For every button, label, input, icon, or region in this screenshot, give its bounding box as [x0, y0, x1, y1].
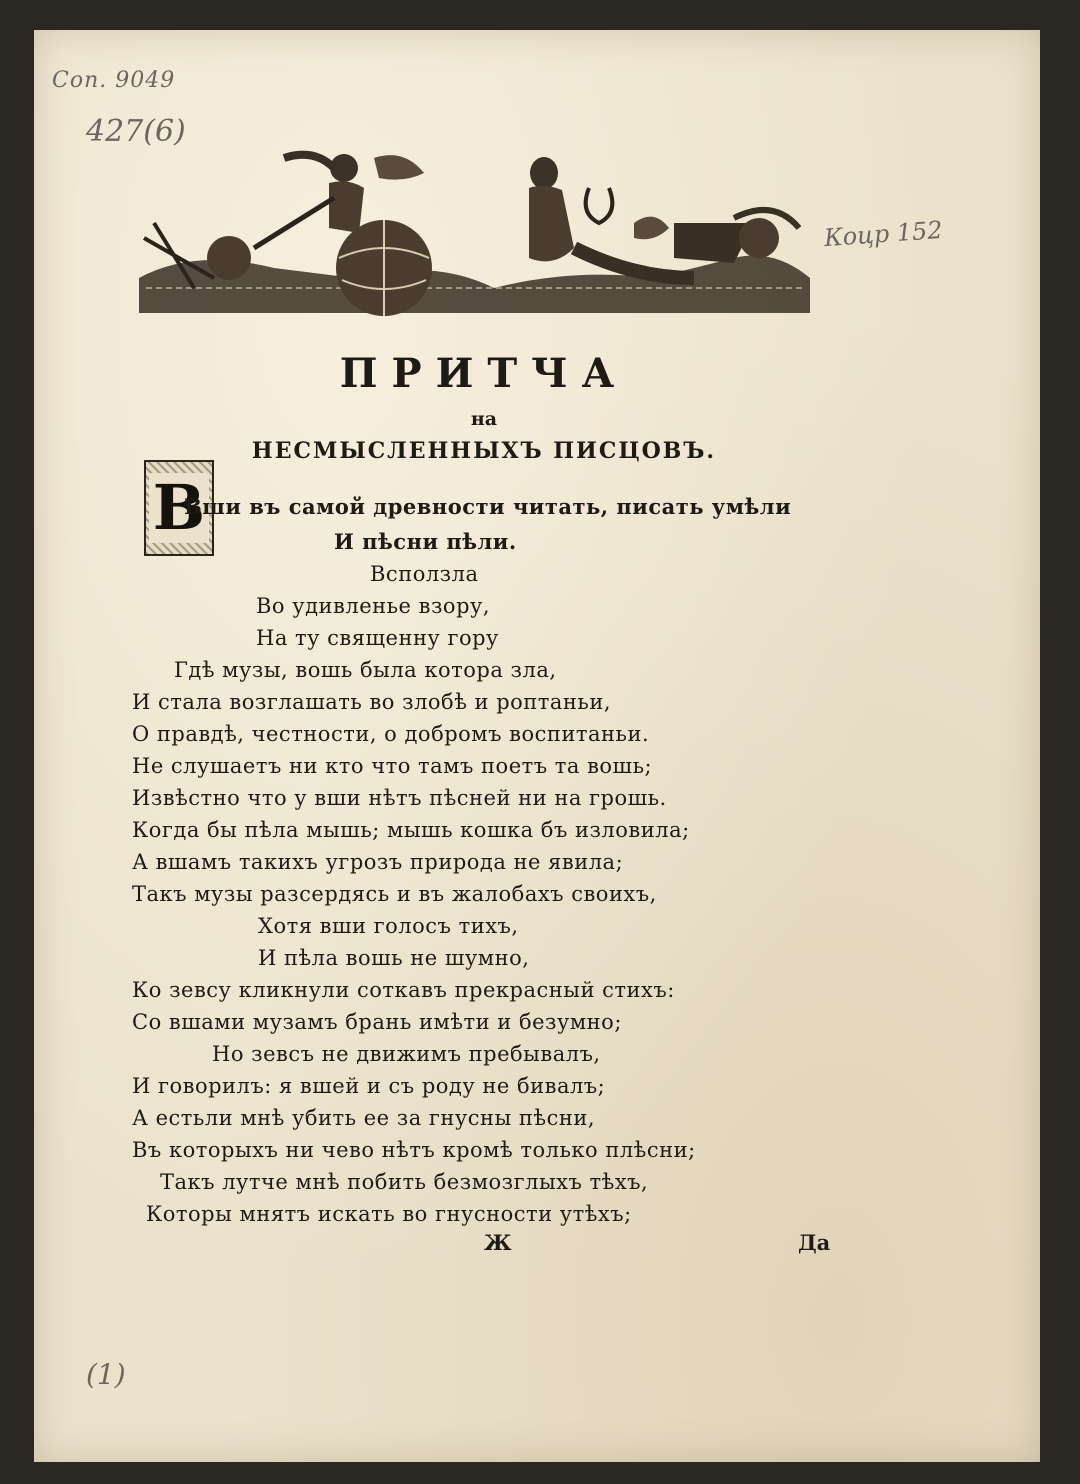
- page-title: ПРИТЧА: [339, 350, 629, 397]
- verse-line-7: И стала возглашать во злобѣ и роптаньи,: [132, 690, 612, 714]
- handwritten-catalog-note: Соп. 9049: [52, 68, 176, 93]
- handwritten-margin-note: Коцр 152: [823, 215, 944, 253]
- verse-line-23: Которы мнятъ искать во гнусности утѣхъ;: [146, 1202, 632, 1226]
- verse-line-17: Со вшами музамъ брань имѣти и безумно;: [132, 1010, 622, 1034]
- verse-line-11: Когда бы пѣла мышь; мышь кошка бъ изловила;: [132, 818, 690, 842]
- initial-letter: В: [149, 473, 209, 543]
- catchword: Да: [798, 1230, 831, 1255]
- signature-mark: Ж: [484, 1230, 512, 1255]
- verse-line-4: Во удивленье взору,: [256, 594, 491, 618]
- verse-line-16: Ко зевсу кликнули соткавъ прекрасный стихъ:: [132, 978, 675, 1002]
- verse-line-1: Вши въ самой древности читать, писать умѣли: [184, 494, 792, 519]
- verse-line-22: Такъ лутче мнѣ побить безмозглыхъ тѣхъ,: [160, 1170, 649, 1194]
- verse-line-20: А естьли мнѣ убить ее за гнусны пѣсни,: [132, 1106, 595, 1130]
- engraved-vignette: [134, 128, 814, 328]
- verse-line-13: Такъ музы разсердясь и въ жалобахъ своихъ,: [132, 882, 657, 906]
- verse-line-10: Извѣстно что у вши нѣтъ пѣсней ни на грошь.: [132, 786, 667, 810]
- verse-line-9: Не слушаетъ ни кто что тамъ поетъ та вошь;: [132, 754, 653, 778]
- handwritten-shelf-mark: 427(6): [86, 114, 186, 149]
- verse-line-14: Хотя вши голосъ тихъ,: [258, 914, 519, 938]
- verse-line-8: О правдѣ, честности, о добромъ воспитаньи.: [132, 722, 650, 746]
- subtitle: НЕСМЫСЛЕННЫХЪ ПИСЦОВЪ.: [251, 438, 717, 464]
- document-page: [34, 30, 1040, 1462]
- subtitle-preposition: на: [470, 408, 498, 430]
- handwritten-page-number: (1): [86, 1358, 126, 1391]
- verse-line-6: Гдѣ музы, вошь была котора зла,: [174, 658, 557, 682]
- verse-line-21: Въ которыхъ ни чево нѣтъ кромѣ только плѣсни;: [132, 1138, 696, 1162]
- verse-line-15: И пѣла вошь не шумно,: [258, 946, 530, 970]
- verse-line-2: И пѣсни пѣли.: [334, 529, 517, 554]
- verse-line-19: И говорилъ: я вшей и съ роду не бивалъ;: [132, 1074, 606, 1098]
- verse-line-18: Но зевсъ не движимъ пребывалъ,: [212, 1042, 601, 1066]
- verse-line-12: А вшамъ такихъ угрозъ природа не явила;: [132, 850, 624, 874]
- verse-line-3: Всползла: [370, 562, 479, 586]
- verse-line-5: На ту священну гору: [256, 626, 499, 650]
